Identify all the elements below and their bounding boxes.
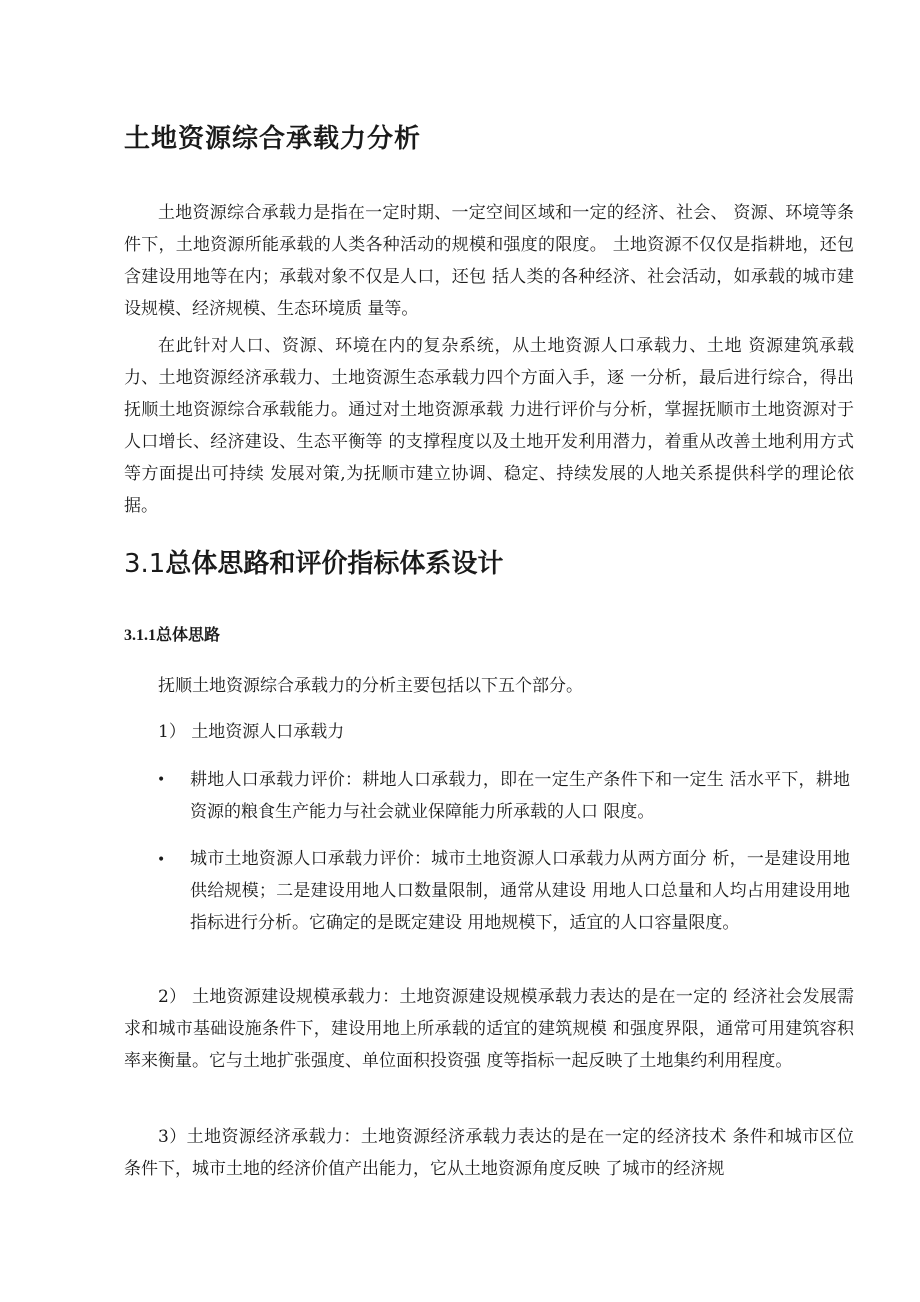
subsection-heading [124,622,220,645]
list-item-3: 3）土地资源经济承载力：土地资源经济承载力表达的是在一定的经济技术 条件和城市区位条件下，城市土地的经济价值产出能力，它从土地资源角度反映 了城市的经济规 [124,1127,854,1179]
bullet-icon: • [157,852,166,868]
subsection-number: 3.1.1 [124,627,156,644]
list-item-1: 1） 土地资源人口承载力 [158,722,345,742]
page-title: 土地资源综合承载力分析 [124,124,422,154]
bullet-item-1: 耕地人口承载力评价：耕地人口承载力，即在一定生产条件下和一定生 活水平下，耕地资源的粮食生产能力与社会就业保障能力所承载的人口 限度。 [190,770,850,822]
section-title: 总体思路和评价指标体系设计 [165,549,504,579]
list-item-2: 2） 土地资源建设规模承载力：土地资源建设规模承载力表达的是在一定的 经济社会发展需求和城市基础设施条件下，建设用地上所承载的适宜的建筑规模 和强度界限，通常可用建筑容积率来衡量。它与土地扩张强度、单位面积投资强 度等指标一起反映了土地集约利用程度。 [124,987,854,1071]
intro-paragraph-1: 土地资源综合承载力是指在一定时期、一定空间区域和一定的经济、社会、 资源、环境等条件下，土地资源所能承载的人类各种活动的规模和强度的限度。 土地资源不仅仅是指耕地，还包含建设用地等在内；承载对象不仅是人口，还包 括人类的各种经济、社会活动，如承载的城市建设规模、经济规模、生态环境质 量等。 [124,203,854,319]
intro-paragraph-2: 在此针对人口、资源、环境在内的复杂系统，从土地资源人口承载力、土地 资源建筑承载力、土地资源经济承载力、土地资源生态承载力四个方面入手，逐 一分析，最后进行综合，得出抚顺土地资源综合承载能力。通过对土地资源承载 力进行评价与分析，掌握抚顺市土地资源对于人口增长、经济建设、生态平衡等 的支撑程度以及土地开发利用潜力，着重从改善土地利用方式等方面提出可持续 发展对策,为抚顺市建立协调、稳定、持续发展的人地关系提供科学的理论依据。 [124,336,854,516]
overview-paragraph: 抚顺土地资源综合承载力的分析主要包括以下五个部分。 [158,676,583,696]
section-number: 3.1 [124,549,166,579]
bullet-icon: • [157,772,166,788]
subsection-title: 总体思路 [156,627,221,644]
section-heading [124,543,503,580]
bullet-item-2: 城市土地资源人口承载力评价：城市土地资源人口承载力从两方面分 析，一是建设用地供给规模；二是建设用地人口数量限制，通常从建设 用地人口总量和人均占用建设用地指标进行分析。它确定的是既定建设 用地规模下，适宜的人口容量限度。 [190,849,850,933]
